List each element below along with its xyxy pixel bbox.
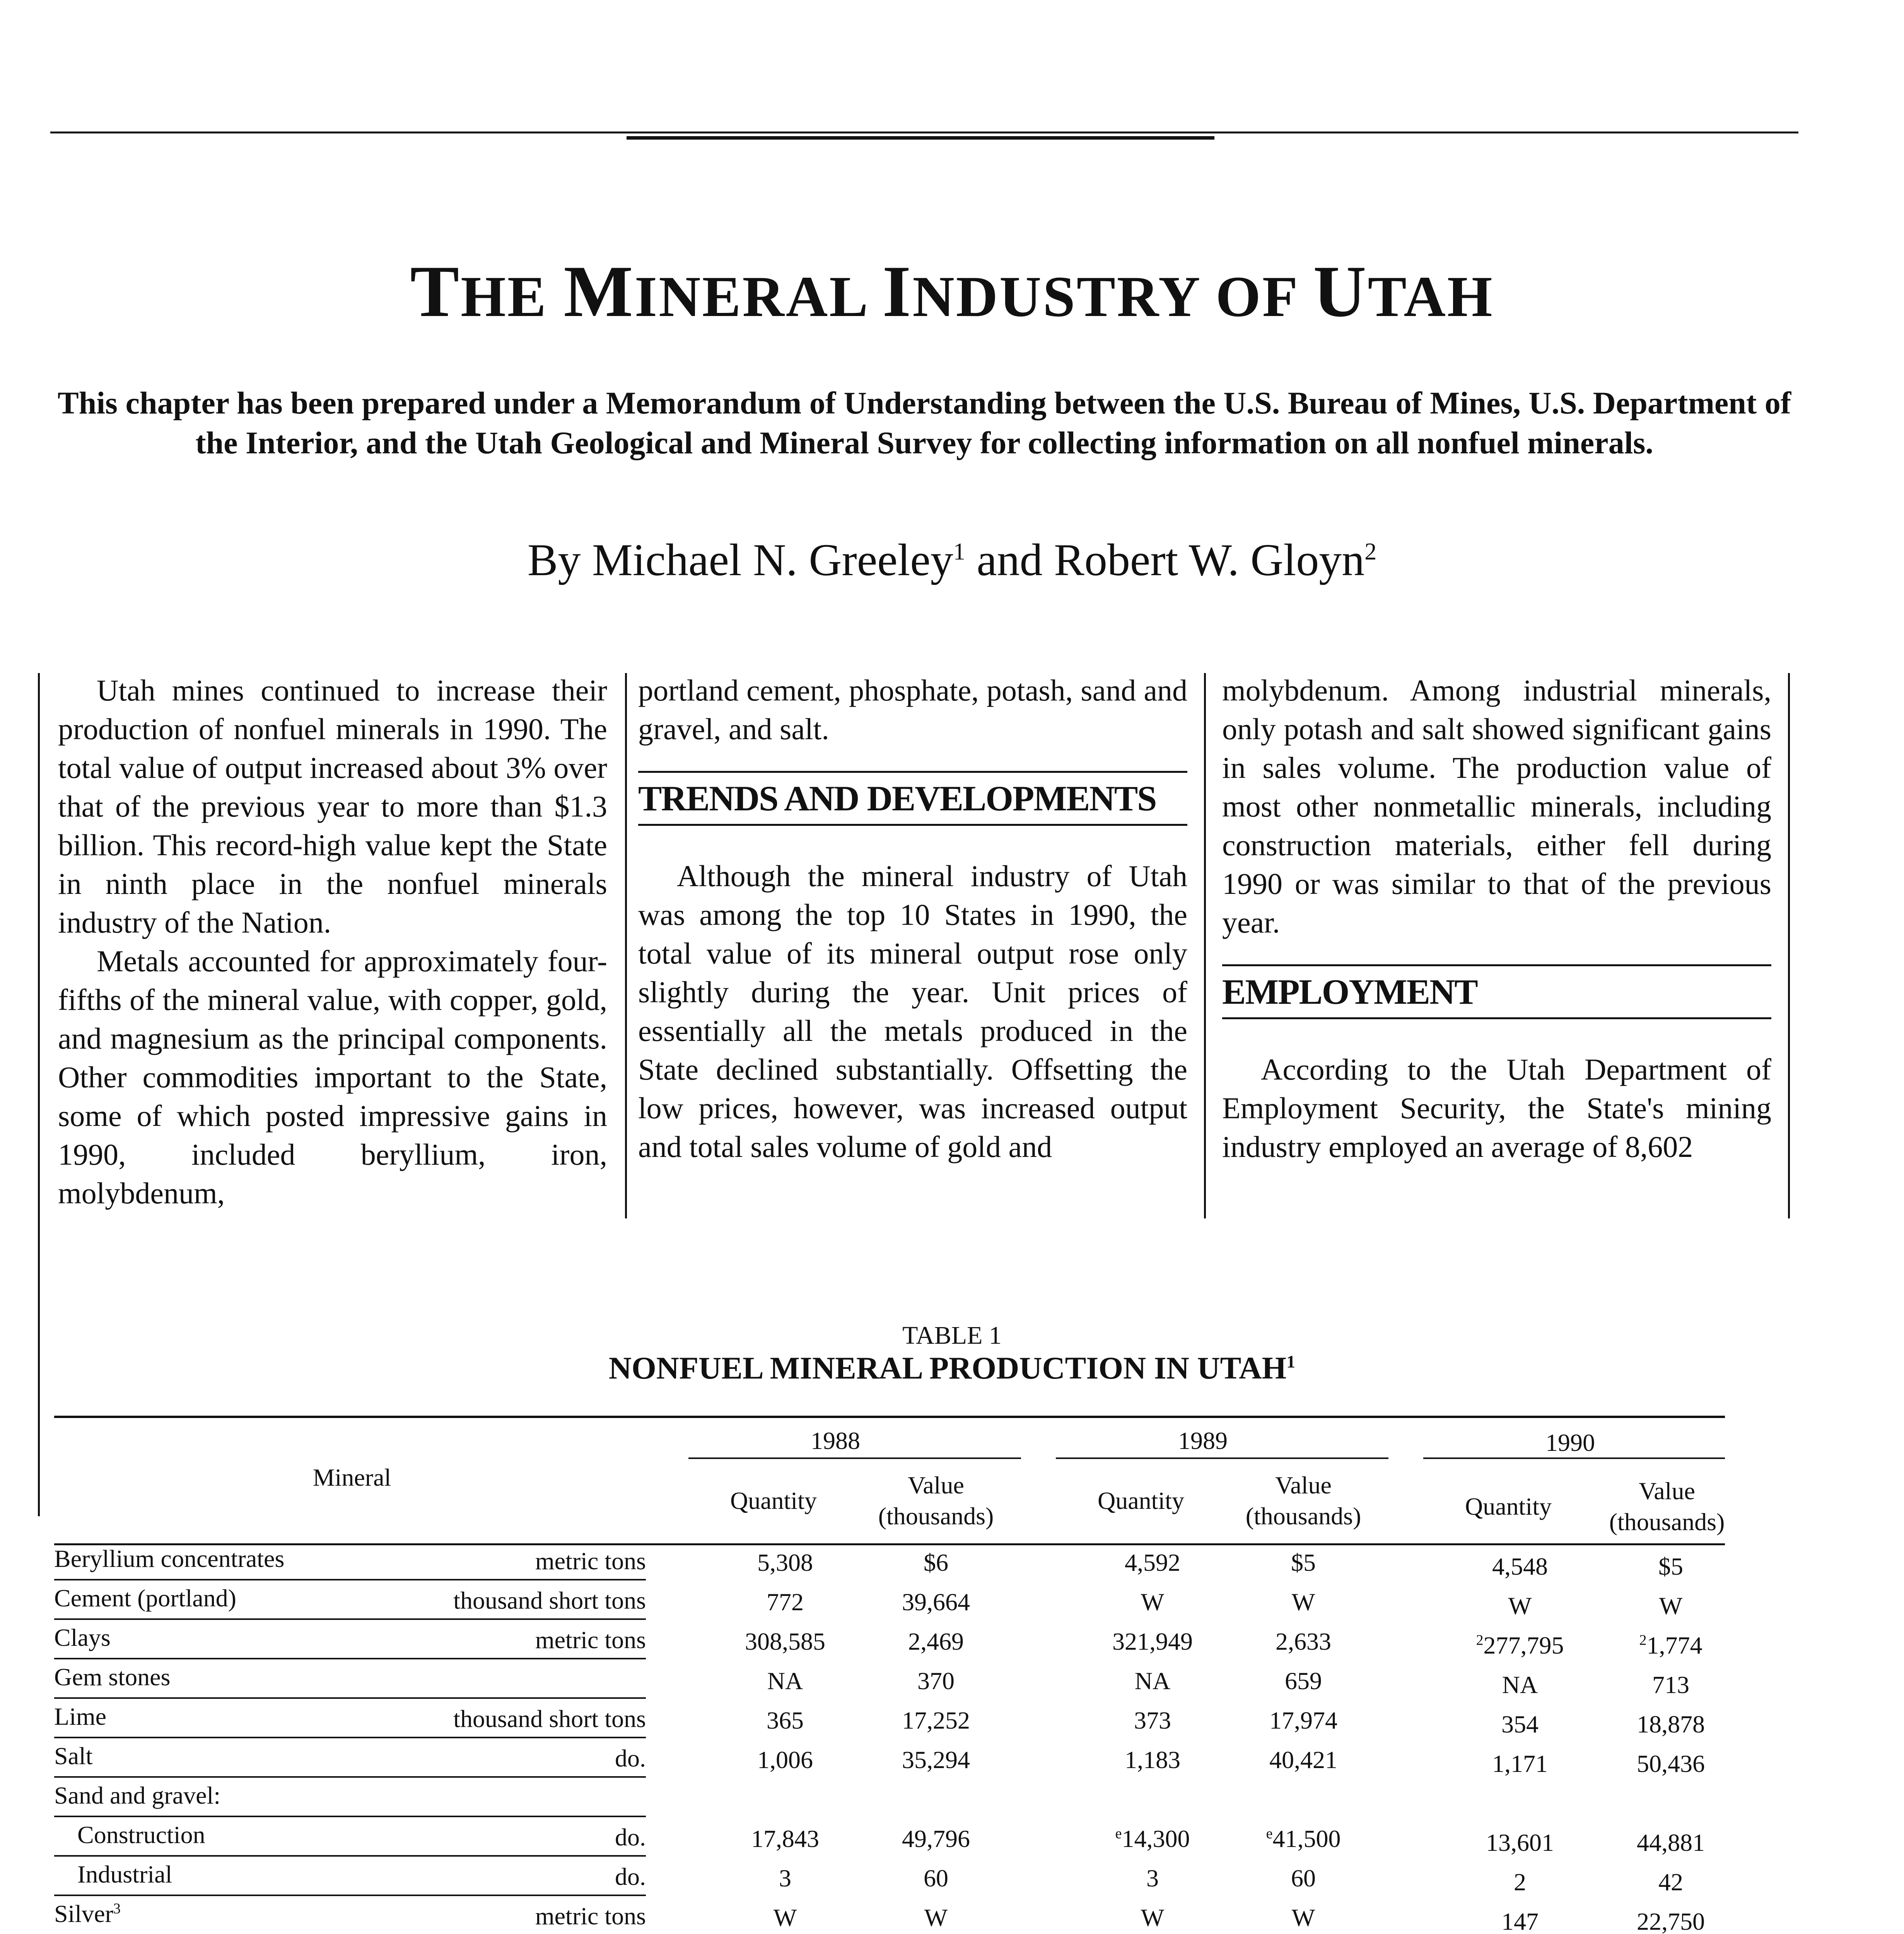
table-label: TABLE 1 [902,1321,1002,1350]
row-unit: do. [615,1744,646,1772]
column-rule-right [1788,673,1790,1218]
cell-v89: 2,633 [1276,1628,1331,1655]
row-rule [54,1855,646,1857]
col-value-1990: Value (thousands) [1609,1477,1725,1536]
text-column-3 [1222,671,1771,1166]
cell-q89: 373 [1134,1707,1171,1734]
cell-q90: NA [1502,1671,1538,1698]
cell-v90: $^2$1,774 [1639,1632,1703,1659]
row-rule [54,1697,646,1699]
cell-v90: 18,878 [1637,1710,1705,1738]
col-quantity-1988: Quantity [730,1487,817,1514]
top-rule-thick [627,136,1214,140]
cell-q88: 365 [767,1707,804,1734]
cell-v89: 17,974 [1269,1707,1337,1734]
cell-q88: 1,006 [757,1746,813,1773]
cell-v90: 42 [1658,1868,1683,1896]
cell-q89: 3 [1146,1864,1159,1892]
row-label: Gem stones [54,1663,171,1691]
cell-q88: 3 [779,1864,791,1892]
year-1990: 1990 [1545,1429,1595,1456]
cell-v88: 39,664 [902,1588,970,1616]
row-label: Beryllium concentrates [54,1545,285,1572]
cell-v89: 60 [1291,1864,1316,1892]
cell-v88: 60 [924,1864,948,1892]
section-heading-trends: TRENDS AND DEVELOPMENTS [638,771,1187,826]
year-1989: 1989 [1178,1427,1228,1454]
column-rule-left [38,673,40,1516]
section-heading-employment: EMPLOYMENT [1222,964,1771,1019]
cell-v90: W [1659,1592,1683,1620]
year-rule-1988 [688,1457,1021,1459]
cell-q89: $^e$14,300 [1115,1825,1190,1852]
col-quantity-1989: Quantity [1098,1487,1184,1514]
cell-q90: 4,548 [1492,1553,1548,1580]
top-rule [50,132,1798,133]
text-column-2 [638,671,1187,1166]
cell-v89: 40,421 [1269,1746,1337,1773]
cell-v88: 17,252 [902,1707,970,1734]
col-value-1988: Value (thousands) [878,1471,994,1530]
cell-q90: 147 [1501,1908,1539,1934]
cell-q88: 308,585 [745,1628,825,1655]
row-rule [54,1776,646,1778]
row-unit: metric tons [535,1626,646,1654]
row-label: Silver$^3$ [54,1900,121,1927]
row-label: Sand and gravel: [54,1782,221,1809]
cell-q89: NA [1134,1667,1171,1695]
cell-q90: 13,601 [1486,1829,1554,1856]
cell-v90: 22,750 [1637,1908,1705,1934]
cell-q90: 1,171 [1492,1750,1548,1777]
paragraph: molybdenum. Among industrial minerals, only potash and salt showed significant gains in sales volume. The production value of most other nonmetallic minerals, including construction materials, either fell during 1990 or was similar to that of the previous year. [1222,673,1771,939]
cell-q90: W [1508,1592,1532,1620]
cell-q90: 2 [1514,1868,1526,1896]
cell-v88: W [924,1904,948,1931]
byline: By Michael N. Greeley$^1$ and Robert W. Gloyn$^2$ [527,535,1377,585]
cell-v89: 659 [1285,1667,1322,1695]
cell-v90: $5 [1658,1553,1683,1580]
cell-q89: 4,592 [1125,1549,1180,1576]
paragraph: Metals accounted for approximately four-fifths of the mineral value, with copper, gold, and magnesium as the principal components. Other commodities important to the State, some of which posted impressive gains in 1990, included beryllium, iron, molybdenum, [58,944,607,1210]
cell-v88: 370 [917,1667,955,1695]
row-unit: do. [615,1823,646,1851]
paragraph: Although the mineral industry of Utah was among the top 10 States in 1990, the total value of its mineral output rose only slightly during the year. Unit prices of essentially all the metals produced in the State declined substantially. Offsetting the low prices, however, was increased output and total sales volume of gold and [638,859,1187,1163]
cell-v90: 713 [1652,1671,1689,1698]
row-label: Cement (portland) [54,1584,236,1612]
row-label: Lime [54,1703,107,1730]
cell-v89: W [1291,1904,1315,1931]
cell-q88: NA [767,1667,803,1695]
cell-v88: 2,469 [908,1628,964,1655]
table-top-rule [54,1416,1725,1418]
row-rule [54,1618,646,1620]
cell-q88: W [773,1904,797,1931]
row-unit: metric tons [535,1902,646,1930]
cell-q88: 17,843 [751,1825,819,1852]
chapter-intro: This chapter has been prepared under a Memorandum of Understanding between the U.S. Bureau of Mines, U.S. Department of the Interior, and the Utah Geological and Mineral Survey for collecting information on all nonfuel minerals. [57,385,1791,461]
cell-q90: 354 [1501,1710,1539,1738]
page-title: THE MINERAL INDUSTRY OF UTAH [410,251,1494,332]
cell-q89: 321,949 [1112,1628,1193,1655]
year-1988: 1988 [811,1427,860,1454]
table-title: NONFUEL MINERAL PRODUCTION IN UTAH$^1$ [608,1350,1296,1386]
cell-v90: 44,881 [1637,1829,1705,1856]
cell-v88: 35,294 [902,1746,970,1773]
col-quantity-1990: Quantity [1465,1493,1552,1520]
row-label: Clays [54,1624,111,1651]
cell-q90: $^2$277,795 [1476,1632,1564,1659]
row-unit: thousand short tons [453,1587,646,1614]
column-rule-2 [1204,673,1206,1218]
paragraph: According to the Utah Department of Employment Security, the State's mining industry employed an average of 8,602 [1222,1052,1771,1163]
row-rule [54,1579,646,1580]
col-value-1989: Value (thousands) [1245,1471,1361,1530]
row-rule [54,1816,646,1817]
row-unit: do. [615,1863,646,1890]
cell-q89: 1,183 [1125,1746,1180,1773]
paragraph: portland cement, phosphate, potash, sand and gravel, and salt. [638,673,1187,746]
year-rule-1989 [1056,1457,1388,1459]
row-unit: metric tons [535,1547,646,1575]
row-rule [54,1658,646,1659]
row-rule [54,1737,646,1738]
row-rule [54,1895,646,1896]
cell-q88: 5,308 [757,1549,813,1576]
row-label: Industrial [77,1861,172,1888]
cell-v88: $6 [924,1549,948,1576]
row-unit: thousand short tons [453,1705,646,1732]
cell-v89: $^e$41,500 [1266,1825,1341,1852]
column-rule-1 [625,673,627,1218]
header-bottom-rule [54,1543,1725,1545]
cell-v89: W [1291,1588,1315,1616]
cell-q88: 772 [767,1588,804,1616]
cell-v89: $5 [1291,1549,1316,1576]
text-column-1 [58,671,607,1213]
paragraph: Utah mines continued to increase their production of nonfuel minerals in 1990. The total value of output increased about 3% over that of the previous year to more than $1.3 billion. This record-high value kept the State in ninth place in the nonfuel minerals industry of the Nation. [58,673,607,939]
cell-v90: 50,436 [1637,1750,1705,1777]
cell-q89: W [1141,1588,1165,1616]
row-label: Salt [54,1742,93,1770]
cell-v88: 49,796 [902,1825,970,1852]
row-label: Construction [77,1821,205,1849]
cell-q89: W [1141,1904,1165,1931]
col-mineral: Mineral [312,1464,391,1491]
